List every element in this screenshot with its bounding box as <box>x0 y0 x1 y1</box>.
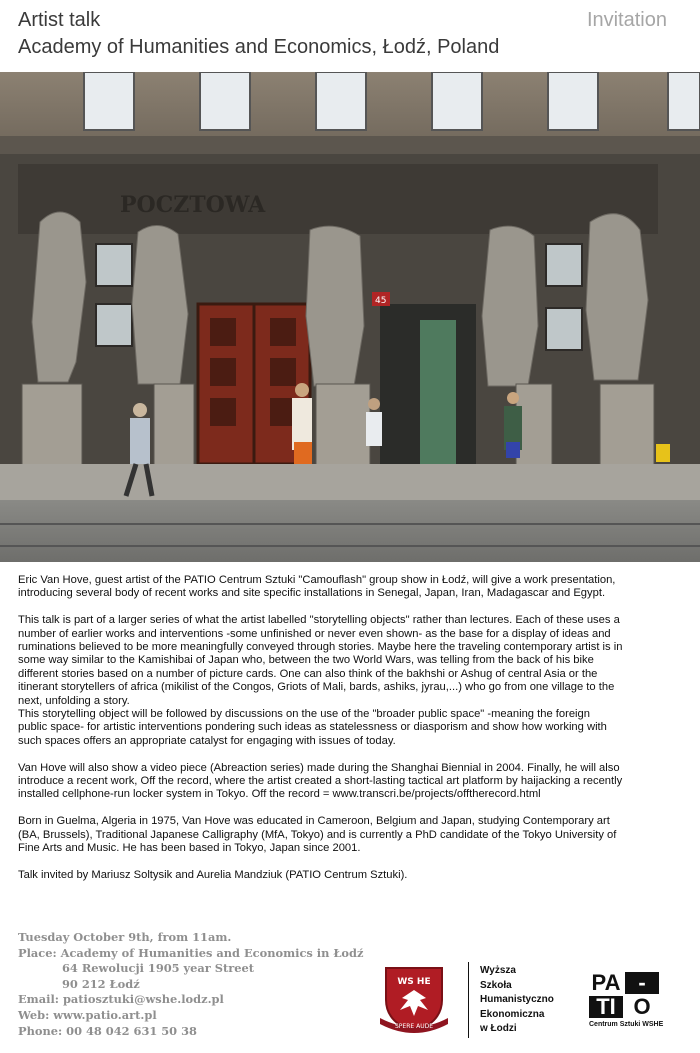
talk-description <box>18 574 690 896</box>
wshe-name-line: Wyższa <box>480 965 516 976</box>
paragraph-intro: Eric Van Hove, guest artist of the PATIO Centrum Sztuki "Camouflash" group show in Łodź, will give a work presentation, introducing several body of recent works and site specific installations in Senegal, Japan, Iran, Madagascar and Egypt. <box>18 574 616 600</box>
wshe-name-line: Ekonomiczna <box>480 1008 545 1020</box>
event-place: Place: Academy of Humanities and Economics in Łodź <box>18 945 364 960</box>
paragraph-bio: Born in Guelma, Algeria in 1975, Van Hove was educated in Cameroon, Belgium and Japan, studying Contemporary art (BA, Brussels), Traditional Japanese Calligraphy (MfA, Tokyo) and is currently a PhD candidate of the Tokyo University of Fine Arts and Music. He has been based in Tokyo, Japan since 2001. <box>18 815 617 855</box>
header-title: Artist talk <box>18 9 101 31</box>
paragraph-invited: Talk invited by Mariusz Soltysik and Aurelia Mandziuk (PATIO Centrum Sztuki). <box>18 868 408 881</box>
wshe-name-line: Szkoła <box>480 979 512 991</box>
event-street: 64 Rewolucji 1905 year Street <box>62 961 255 976</box>
building-photo <box>0 72 700 562</box>
patio-logo <box>589 972 669 1028</box>
patio-letter: O <box>625 996 659 1018</box>
patio-letter: TI <box>589 996 623 1018</box>
invitation-label: Invitation <box>586 9 667 31</box>
contact-info <box>18 930 368 1039</box>
contact-email[interactable]: Email: patiosztuki@wshe.lodz.pl <box>18 992 224 1007</box>
event-city: 90 212 Łodź <box>62 976 140 991</box>
contact-phone: Phone: 00 48 042 631 50 38 <box>18 1023 197 1038</box>
patio-letter: PA <box>589 972 623 994</box>
logo-divider <box>468 962 469 1038</box>
wshe-name <box>480 964 576 1037</box>
crest-text: WS HE <box>397 977 431 987</box>
wshe-name-line: w Łodzi <box>480 1023 517 1035</box>
header-subtitle: Academy of Humanities and Economics, Łodź, Poland <box>18 36 500 58</box>
event-date: Tuesday October 9th, from 11am. <box>18 930 232 944</box>
logos-area <box>372 960 682 1040</box>
contact-web[interactable]: Web: www.patio.art.pl <box>18 1007 157 1022</box>
facade-sign: POCZTOWA <box>120 192 266 218</box>
wshe-name-line: Humanistyczno <box>480 994 554 1006</box>
patio-letter: - <box>625 972 659 994</box>
number-plate: 45 <box>375 296 387 306</box>
patio-caption: Centrum Sztuki WSHE <box>589 1021 664 1028</box>
paragraph-video: Van Hove will also show a video piece (Abreaction series) made during the Shanghai Biennial in 2004. Finally, he will also introduce a recent work, Off the record, where the artist created a short-lasting tactical art platform by haijacking a recently installed cellphone-run locker system in Tokyo. Off the record = www.transcri.be/projects/offtherecord.html <box>18 761 623 801</box>
paragraph-storytelling: This talk is part of a larger series of what the artist labelled "storytelling objects" rather than lectures. Each of these uses a number of earlier works and interventions -some unfinished or never even shown- as the base for a display of ideas and ruminations believed to be more meaningfully conveyed through stories. Maybe here the traveling contemporary artist is in some way similar to the Kamishibai of Japan who, between the two World Wars, was telling from the back of his bike different stories based on a number of picture cards. One can also think of the bakhshi or Ashug of central Asia or the itinerant storytellers of africa (mikilist of the Congos, Griots of Mali, bards, ashiks, jyrau,...) who go from one village to the next, unfolding a story. This storytelling object will be followed by discussions on the use of the "broader public space" -meaning the foreign public space- for artistic interventions pondering such ideas as statelessness or diasporism and show how working with such spaces offers an appropriate catalyst for engaging with issues of today. <box>18 614 623 747</box>
wshe-crest-logo <box>374 960 454 1036</box>
crest-ribbon: SPERE AUDE <box>395 1023 433 1030</box>
